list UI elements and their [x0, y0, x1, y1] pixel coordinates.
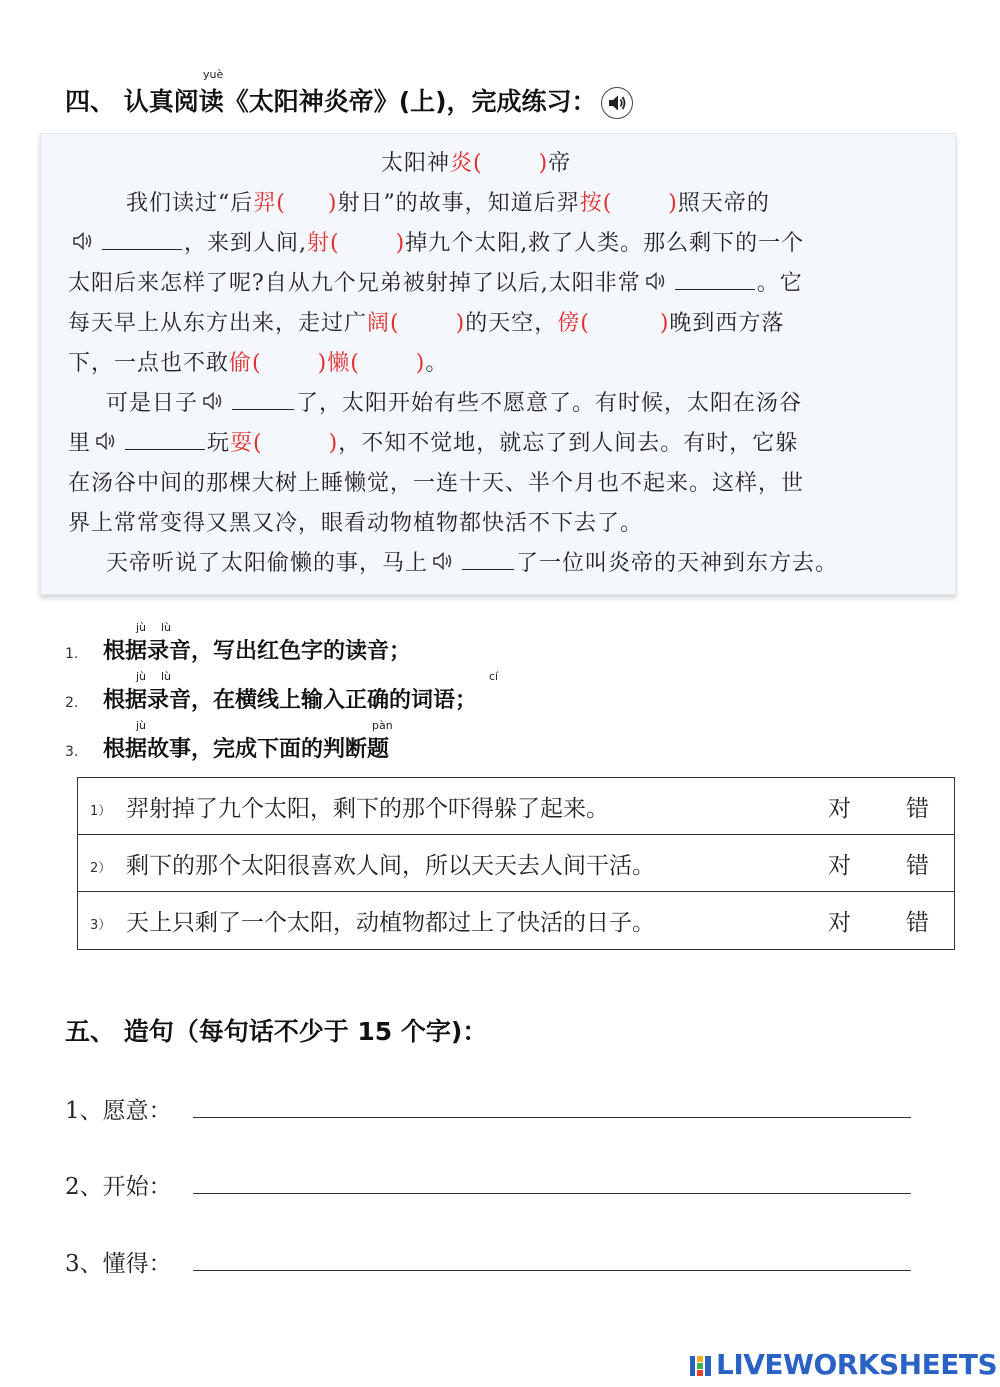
true-false-table	[77, 777, 955, 950]
statement-text: 羿射掉了九个太阳，剩下的那个吓得躲了起来。	[126, 796, 609, 822]
speaker-icon[interactable]	[95, 431, 119, 457]
speaker-icon[interactable]	[601, 87, 633, 119]
pinyin-ju: jù	[136, 670, 147, 683]
passage-line-7: 里 玩耍( )，不知不觉地，就忘了到人间去。有时，它躲	[68, 431, 799, 456]
passage-line-3: 太阳后来怎样了呢?自从九个兄弟被射掉了以后,太阳非常 。它	[68, 271, 803, 296]
pinyin-ci: cí	[489, 670, 499, 683]
speaker-icon[interactable]	[72, 231, 96, 257]
word-blank-5[interactable]	[462, 550, 514, 570]
sentence-input-2[interactable]	[193, 1164, 911, 1194]
pinyin-input-bang[interactable]	[590, 311, 660, 337]
pinyin-input-lan[interactable]	[360, 351, 416, 377]
table-row: 2） 剩下的那个太阳很喜欢人间，所以天天去人间干活。 对 错	[78, 835, 954, 892]
word-blank-1[interactable]	[102, 230, 182, 250]
false-option[interactable]: 错	[906, 796, 929, 822]
section-5-heading: 五、 造句（每句话不少于 15 个字)：	[65, 1017, 488, 1046]
reading-passage	[40, 133, 956, 595]
speaker-icon[interactable]	[432, 551, 456, 577]
liveworksheets-logo: LIVEWORKSHEETS	[690, 1348, 997, 1378]
statement-text: 剩下的那个太阳很喜欢人间，所以天天去人间干活。	[126, 853, 655, 879]
pinyin-pan: pàn	[372, 719, 393, 732]
word-blank-4[interactable]	[125, 430, 205, 450]
question-1: 1. 根据录音，写出红色字的读音；	[65, 639, 412, 664]
passage-line-10: 天帝听说了太阳偷懒的事，马上 了一位叫炎帝的天神到东方去。	[106, 551, 839, 576]
section-4-title: 四、 认真阅读《太阳神炎帝》(上)，完成练习：	[65, 87, 597, 116]
statement-text: 天上只剩了一个太阳，动植物都过上了快活的日子。	[126, 910, 655, 936]
speaker-icon[interactable]	[202, 391, 226, 417]
true-option[interactable]: 对	[828, 796, 851, 822]
sentence-input-1[interactable]	[193, 1088, 911, 1118]
sentence-input-3[interactable]	[193, 1241, 911, 1271]
speaker-icon[interactable]	[645, 271, 669, 297]
liveworksheets-logo-icon	[690, 1352, 712, 1376]
pinyin-yue: yuè	[203, 68, 224, 81]
word-blank-2[interactable]	[675, 270, 755, 290]
false-option[interactable]: 错	[906, 910, 929, 936]
question-3: 3. 根据故事，完成下面的判断题	[65, 737, 390, 762]
pinyin-input-shua[interactable]	[263, 431, 329, 457]
pinyin-input-an[interactable]	[612, 191, 668, 217]
pinyin-ju: jù	[136, 719, 147, 732]
pinyin-input-kuo[interactable]	[400, 311, 456, 337]
sentence-label: 2、开始：	[65, 1174, 172, 1200]
passage-line-2: ，来到人间,射( )掉九个太阳,救了人类。那么剩下的一个	[68, 226, 804, 257]
table-row: 1） 羿射掉了九个太阳，剩下的那个吓得躲了起来。 对 错	[78, 778, 954, 835]
passage-line-6: 可是日子 了，太阳开始有些不愿意了。有时候，太阳在汤谷	[106, 391, 803, 416]
passage-line-1: 我们读过“后羿( )射日”的故事，知道后羿按( )照天帝的	[126, 191, 770, 216]
false-option[interactable]: 错	[906, 853, 929, 879]
pinyin-input-tou[interactable]	[262, 351, 318, 377]
passage-line-8: 在汤谷中间的那棵大树上睡懒觉，一连十天、半个月也不起来。这样，世	[68, 471, 805, 496]
passage-title: 太阳神炎( )帝	[381, 151, 572, 176]
question-2: 2. 根据录音，在横线上输入正确的词语；	[65, 688, 478, 713]
true-option[interactable]: 对	[828, 910, 851, 936]
pinyin-input-she[interactable]	[340, 231, 396, 257]
pinyin-input-yi[interactable]	[286, 191, 328, 217]
sentence-label: 1、愿意：	[65, 1098, 172, 1124]
pinyin-input-yan[interactable]	[483, 151, 539, 177]
passage-line-4: 每天早上从东方出来，走过广阔( )的天空，傍( )晚到西方落	[68, 311, 785, 336]
true-option[interactable]: 对	[828, 853, 851, 879]
sentence-label: 3、懂得：	[65, 1251, 172, 1277]
section-4-heading	[65, 82, 633, 119]
word-blank-3[interactable]	[232, 390, 294, 410]
pinyin-lu: lù	[161, 621, 172, 634]
passage-line-9: 界上常常变得又黑又冷，眼看动物植物都快活不下去了。	[68, 511, 644, 536]
passage-line-5: 下，一点也不敢偷( )懒( )。	[68, 351, 449, 376]
pinyin-ju: jù	[136, 621, 147, 634]
table-row: 3） 天上只剩了一个太阳，动植物都过上了快活的日子。 对 错	[78, 892, 954, 949]
pinyin-lu: lù	[161, 670, 172, 683]
